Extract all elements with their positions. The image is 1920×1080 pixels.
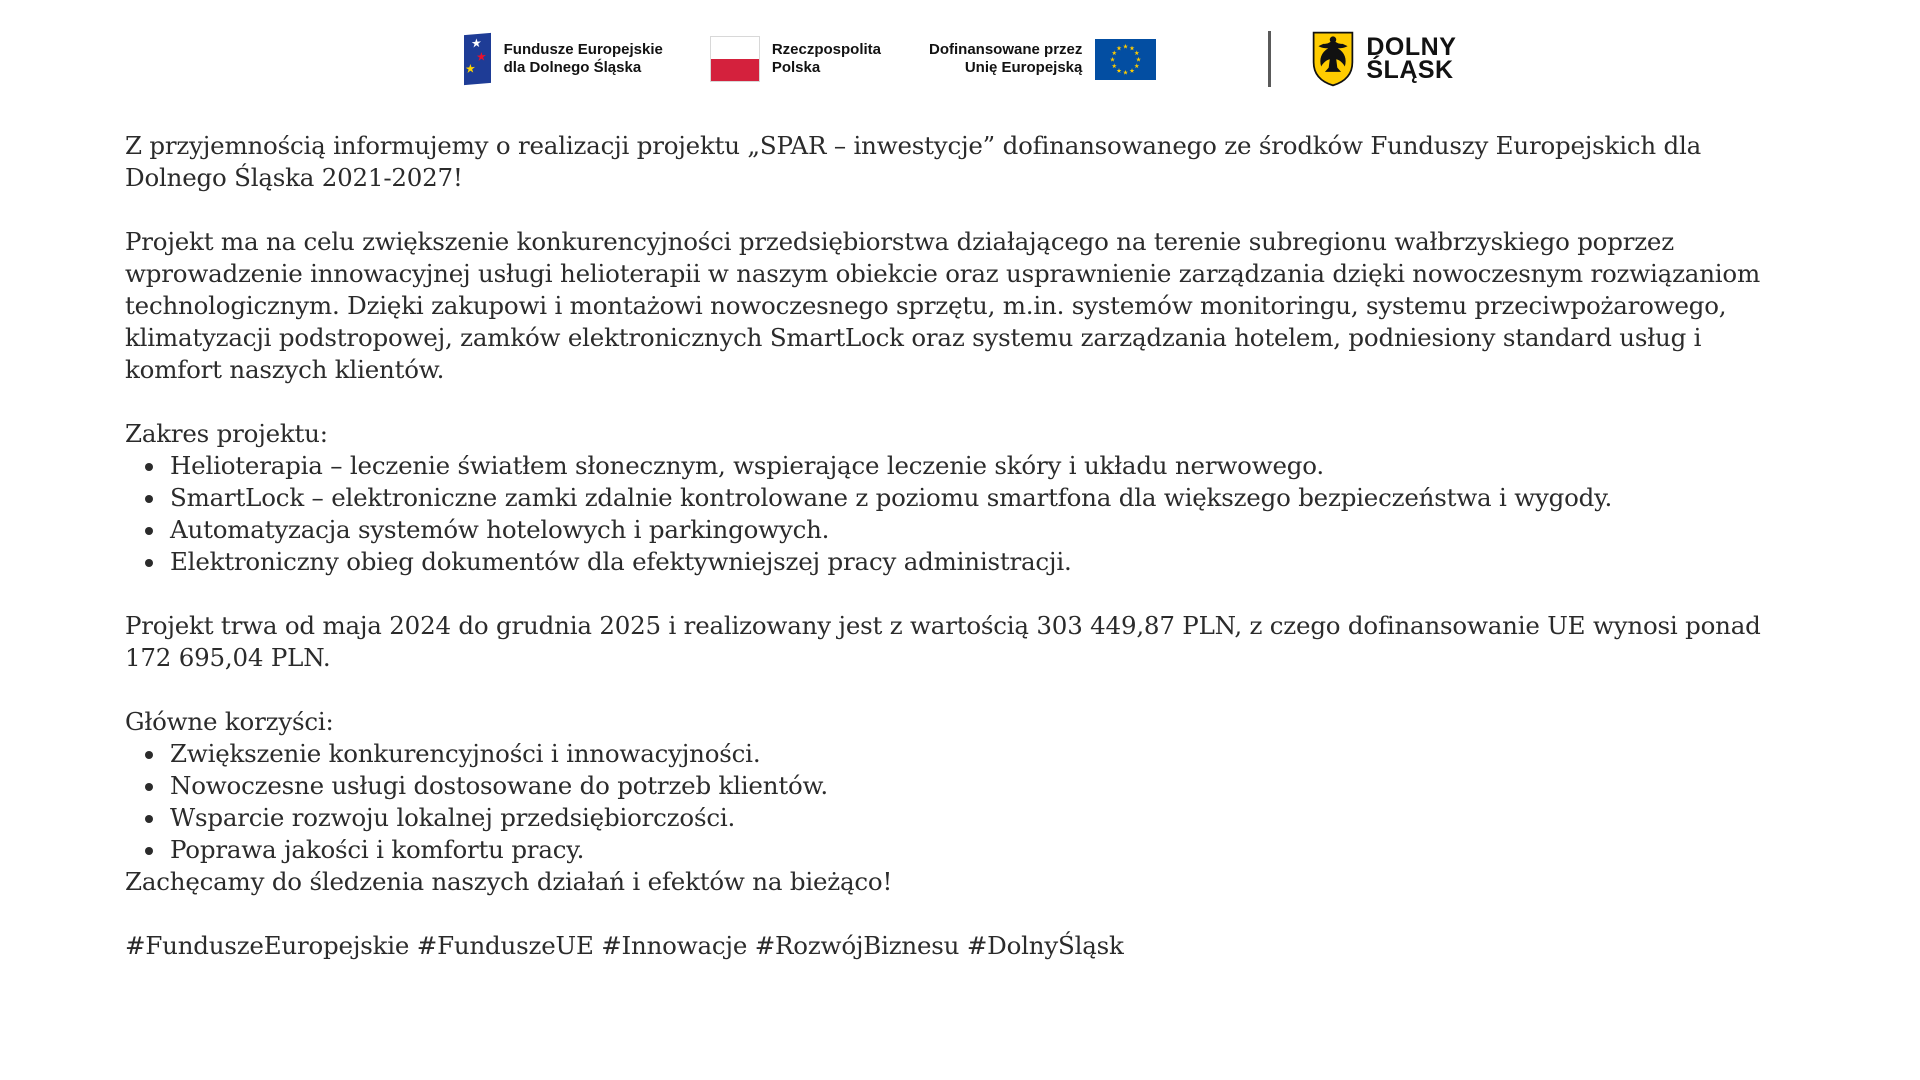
- scope-list: [125, 450, 1795, 578]
- funding-paragraph: Projekt trwa od maja 2024 do grudnia 2025 i realizowany jest z wartością 303 449,87 PLN, z czego dofinansowanie UE wynosi ponad 172 695,04 PLN.: [125, 611, 1761, 672]
- list-item: • Zwiększenie konkurencyjności i innowacyjności.: [167, 738, 1795, 770]
- list-item: • SmartLock – elektroniczne zamki zdalnie kontrolowane z poziomu smartfona dla większego bezpieczeństwa i wygody.: [167, 482, 1795, 514]
- benefits-list: [125, 738, 1795, 866]
- eu-funding-logo: [929, 39, 1156, 80]
- dolny-slask-crest-icon: [1311, 31, 1355, 87]
- ds-label-line1: DOLNY: [1366, 33, 1457, 61]
- list-item: • Wsparcie rozwoju lokalnej przedsiębiorczości.: [167, 802, 1795, 834]
- pl-label-line2: Polska: [771, 59, 821, 76]
- fe-label-line1: Fundusze Europejskie: [503, 40, 663, 58]
- star-icon: ★: [470, 35, 482, 51]
- intro-paragraph: Z przyjemnością informujemy o realizacji projektu „SPAR – inwestycje” dofinansowanego ze środków Funduszy Europejskich dla Dolnego Śląska 2021-2027!: [125, 131, 1702, 192]
- scope-heading: Zakres projektu:: [125, 419, 328, 448]
- list-item: • Helioterapia – leczenie światłem słonecznym, wspierające leczenie skóry i układu nerwowego.: [167, 450, 1795, 482]
- closing-line: Zachęcamy do śledzenia naszych działań i efektów na bieżąco!: [125, 867, 893, 896]
- fundusze-europejskie-label: [504, 41, 663, 78]
- dolny-slask-logo: [1311, 31, 1456, 87]
- ds-label-line2: ŚLĄSK: [1366, 56, 1454, 84]
- pl-label-line1: Rzeczpospolita: [771, 40, 882, 58]
- star-icon: ★: [464, 61, 476, 77]
- fundusze-europejskie-flag-icon: [464, 33, 491, 85]
- poland-flag-white: [711, 37, 759, 59]
- funding-logo-bar: [0, 0, 1920, 92]
- fundusze-europejskie-logo: [464, 34, 663, 84]
- list-item: • Poprawa jakości i komfortu pracy.: [167, 834, 1795, 866]
- eu-label-line1: Dofinansowane przez: [929, 40, 1083, 58]
- list-item: • Automatyzacja systemów hotelowych i parkingowych.: [167, 514, 1795, 546]
- poland-flag-icon: [711, 37, 759, 81]
- rzeczpospolita-polska-label: [772, 41, 881, 78]
- description-paragraph: Projekt ma na celu zwiększenie konkurencyjności przedsiębiorstwa działającego na terenie subregionu wałbrzyskiego poprzez wprowadzenie innowacyjnej usługi helioterapii w naszym obiekcie oraz usprawnienie zarządzania dzięki nowoczesnym rozwiązaniom technologicznym. Dzięki zakupowi i montażowi nowoczesnego sprzętu, m.in. systemów monitoringu, systemu przeciwpożarowego, klimatyzacji podstropowej, zamków elektronicznych SmartLock oraz systemu zarządzania hotelem, podniesiony standard usług i komfort naszych klientów.: [125, 227, 1760, 384]
- logo-divider: [1268, 31, 1271, 87]
- eu-flag-icon: [1095, 39, 1156, 80]
- hashtags-line: #FunduszeEuropejskie #FunduszeUE #Innowacje #RozwójBiznesu #DolnyŚląsk: [125, 931, 1124, 960]
- list-item: • Elektroniczny obieg dokumentów dla efektywniejszej pracy administracji.: [167, 546, 1795, 578]
- dolny-slask-label: [1366, 33, 1457, 84]
- post-body: [125, 130, 1795, 962]
- eu-funding-label: [929, 41, 1082, 78]
- star-icon: ★: [475, 49, 487, 65]
- eu-label-line2: Unię Europejską: [964, 59, 1083, 76]
- list-item: • Nowoczesne usługi dostosowane do potrzeb klientów.: [167, 770, 1795, 802]
- rzeczpospolita-polska-logo: [711, 37, 881, 81]
- fe-label-line2: dla Dolnego Śląska: [503, 59, 642, 76]
- benefits-heading: Główne korzyści:: [125, 707, 334, 736]
- poland-flag-red: [711, 59, 759, 81]
